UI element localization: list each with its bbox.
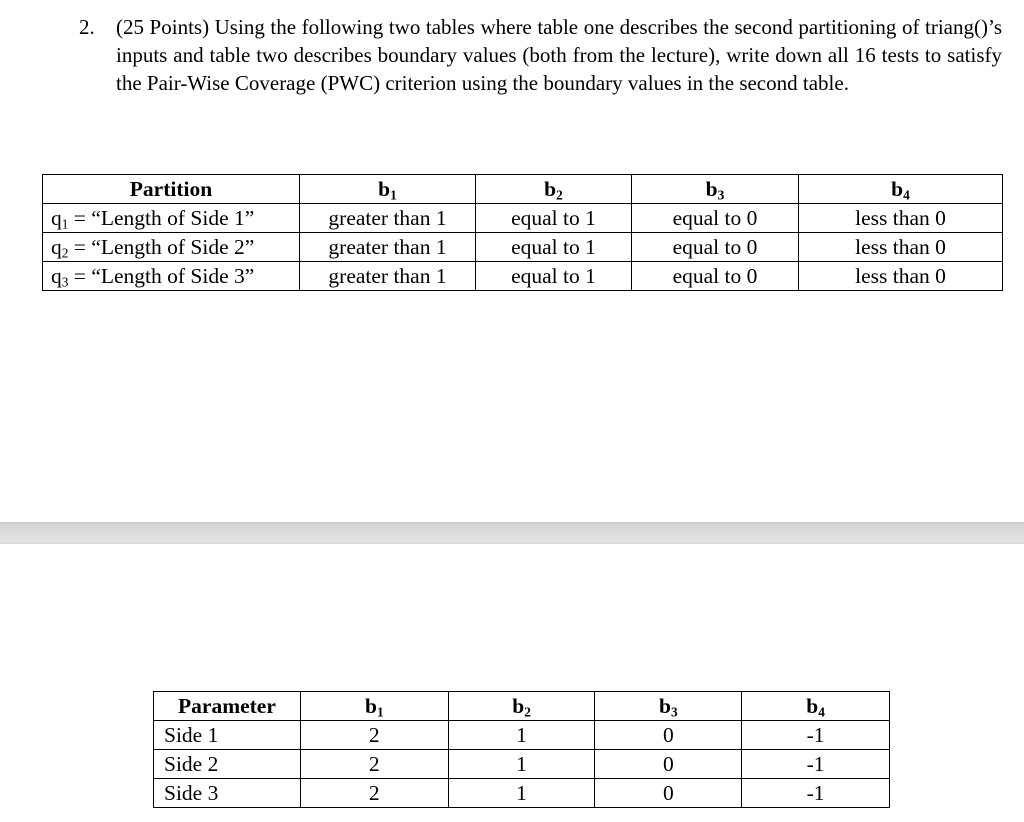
table-row (43, 262, 1003, 291)
question-number: 2. (79, 15, 95, 39)
table-cell: 2 (300, 779, 448, 808)
header-b3: $b_3$ (632, 175, 799, 204)
table-cell: less than 0 (799, 233, 1003, 262)
header-b1: $b_1$ (300, 692, 448, 721)
header-b2: $b_2$ (476, 175, 632, 204)
table-cell: -1 (742, 779, 890, 808)
table-cell: 0 (595, 721, 742, 750)
table-cell: 2 (300, 721, 448, 750)
table-row (154, 779, 890, 808)
table-cell: greater than 1 (300, 233, 476, 262)
parameter-cell: Side 2 (154, 750, 301, 779)
table-cell: equal to 1 (476, 262, 632, 291)
table-cell: 0 (595, 750, 742, 779)
table-header-row (43, 175, 1003, 204)
table-row (154, 750, 890, 779)
header-b4: $b_4$ (742, 692, 890, 721)
partition-cell: $q_1$ = “Length of Side 1” (43, 204, 300, 233)
table-cell: equal to 0 (632, 262, 799, 291)
table-cell: equal to 1 (476, 233, 632, 262)
table-cell: 1 (448, 750, 595, 779)
parameter-cell: Side 3 (154, 779, 301, 808)
page-separator (0, 522, 1024, 544)
table-header-row (154, 692, 890, 721)
table-cell: 2 (300, 750, 448, 779)
header-b4: $b_4$ (799, 175, 1003, 204)
table-cell: 1 (448, 779, 595, 808)
table-row (43, 204, 1003, 233)
header-b1: $b_1$ (300, 175, 476, 204)
table-cell: 0 (595, 779, 742, 808)
boundary-values-table (153, 691, 890, 808)
table-row (43, 233, 1003, 262)
table-cell: less than 0 (799, 204, 1003, 233)
header-parameter: Parameter (154, 692, 301, 721)
table-cell: greater than 1 (300, 204, 476, 233)
question-text: (25 Points) Using the following two tables where table one describes the second partitioning of triang()’s inputs and table two describes boundary values (both from the lecture), write down all 16 tests to satisfy the Pair-Wise Coverage (PWC) criterion using the boundary values in the second table. (116, 15, 1002, 95)
table-cell: -1 (742, 750, 890, 779)
header-partition: Partition (43, 175, 300, 204)
partition-cell: $q_2$ = “Length of Side 2” (43, 233, 300, 262)
header-b3: $b_3$ (595, 692, 742, 721)
table-cell: equal to 1 (476, 204, 632, 233)
table-cell: equal to 0 (632, 204, 799, 233)
table-cell: equal to 0 (632, 233, 799, 262)
table-row (154, 721, 890, 750)
table-cell: 1 (448, 721, 595, 750)
table-cell: less than 0 (799, 262, 1003, 291)
partition-cell: $q_3$ = “Length of Side 3” (43, 262, 300, 291)
table-cell: greater than 1 (300, 262, 476, 291)
parameter-cell: Side 1 (154, 721, 301, 750)
table-cell: -1 (742, 721, 890, 750)
header-b2: $b_2$ (448, 692, 595, 721)
partition-table (42, 174, 1003, 291)
